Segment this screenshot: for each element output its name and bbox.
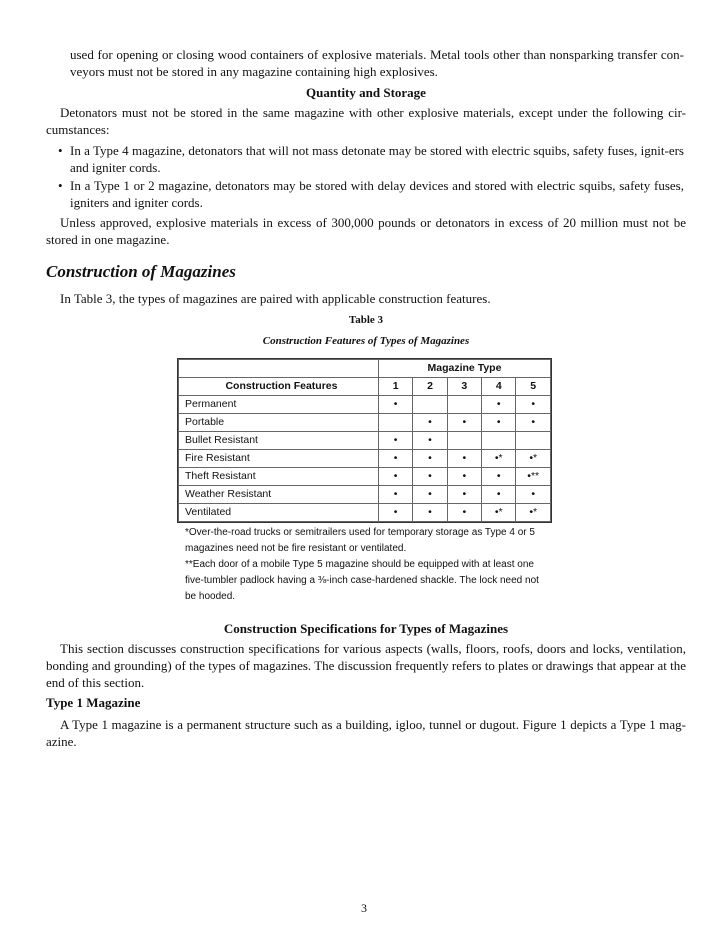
construction-specs-heading: Construction Specifications for Types of Magazines [223, 621, 509, 636]
type-cell: • [413, 414, 447, 432]
table-row [179, 432, 551, 450]
type-header-4: 4 [482, 378, 516, 396]
type-cell: •* [482, 450, 516, 468]
type-cell: • [378, 504, 412, 522]
type-cell: • [482, 396, 516, 414]
construction-features-header: Construction Features [179, 378, 379, 396]
type-cell: • [516, 396, 551, 414]
table-footnote-2: **Each door of a mobile Type 5 magazine should be equipped with at least one five-tumbler padlock having a ⅜-inch case-hardened shackle. The lock need not be hooded. [185, 559, 539, 602]
table-row [179, 504, 551, 522]
table-group-header-row [179, 360, 551, 378]
table-row [179, 414, 551, 432]
type-cell: • [516, 414, 551, 432]
type-cell: • [413, 450, 447, 468]
type-header-5: 5 [516, 378, 551, 396]
table-caption: Construction Features of Types of Magazines [262, 335, 470, 347]
type-cell: • [447, 468, 481, 486]
type-cell: • [447, 486, 481, 504]
type-cell: • [482, 468, 516, 486]
type-cell: • [413, 432, 447, 450]
feature-cell: Permanent [179, 396, 379, 414]
section-heading: Construction of Magazines [46, 262, 236, 281]
table-footnote-1: *Over-the-road trucks or semitrailers used for temporary storage as Type 4 or 5 magazines need not be fire resistant or ventilated. [185, 527, 535, 554]
detonators-paragraph: Detonators must not be stored in the same magazine with other explosive materials, except under the following cir-cumstances: [46, 105, 686, 137]
type-cell [447, 432, 481, 450]
bullet-text: In a Type 4 magazine, detonators that will not mass detonate may be stored with electric squibs, safety fuses, ignit-ers and igniter cords. [70, 143, 684, 175]
bullet-icon: • [58, 143, 63, 158]
type-cell: •* [516, 450, 551, 468]
page-number: 3 [361, 901, 367, 915]
table-row [179, 396, 551, 414]
table-row [179, 450, 551, 468]
type-cell: • [378, 396, 412, 414]
type-cell: • [413, 504, 447, 522]
type-cell: • [413, 468, 447, 486]
type-cell: •* [482, 504, 516, 522]
table-header-row [179, 378, 551, 396]
type-cell: • [378, 486, 412, 504]
type-cell: • [447, 414, 481, 432]
type-cell: • [378, 432, 412, 450]
type1-heading: Type 1 Magazine [46, 695, 141, 710]
type-cell [378, 414, 412, 432]
unless-paragraph: Unless approved, explosive materials in excess of 300,000 pounds or detonators in excess of 20 million must not be stored in one magazine. [46, 215, 686, 247]
table-label: Table 3 [348, 314, 384, 326]
type-cell [447, 396, 481, 414]
type-cell: • [447, 504, 481, 522]
type-cell: • [516, 486, 551, 504]
type-cell: • [378, 450, 412, 468]
type-header-1: 1 [378, 378, 412, 396]
bullet-item-1 [58, 142, 684, 176]
construction-features-table [177, 358, 552, 523]
bullet-text: In a Type 1 or 2 magazine, detonators may be stored with delay devices and stored with electric squibs, safety fuses, igniters and igniter cords. [70, 178, 684, 210]
feature-cell: Bullet Resistant [179, 432, 379, 450]
type-cell: • [447, 450, 481, 468]
type-cell [413, 396, 447, 414]
quantity-storage-heading: Quantity and Storage [306, 85, 426, 100]
type-cell: •** [516, 468, 551, 486]
type1-paragraph: A Type 1 magazine is a permanent structure such as a building, igloo, tunnel or dugout. Figure 1 depicts a Type 1 mag-azine. [46, 717, 686, 749]
type-cell: • [413, 486, 447, 504]
magazine-type-header: Magazine Type [378, 360, 550, 378]
continued-paragraph: used for opening or closing wood containers of explosive materials. Metal tools other than nonsparking transfer con-veyors must not be stored in any magazine containing high explosives. [70, 47, 684, 79]
feature-cell: Weather Resistant [179, 486, 379, 504]
type-cell [482, 432, 516, 450]
type-header-3: 3 [447, 378, 481, 396]
bullet-icon: • [58, 178, 63, 193]
feature-cell: Theft Resistant [179, 468, 379, 486]
type-cell: • [482, 486, 516, 504]
table-row [179, 468, 551, 486]
specs-paragraph: This section discusses construction specifications for various aspects (walls, floors, roofs, doors and locks, ventilation, bonding and grounding) of the types of magazines. The discussion frequently refers to plates or drawings that appear at the end of this section. [46, 641, 686, 690]
type-header-2: 2 [413, 378, 447, 396]
type-cell: • [482, 414, 516, 432]
bullet-item-2 [58, 177, 684, 211]
feature-cell: Portable [179, 414, 379, 432]
feature-cell: Fire Resistant [179, 450, 379, 468]
type-cell [516, 432, 551, 450]
type-cell: • [378, 468, 412, 486]
feature-cell: Ventilated [179, 504, 379, 522]
table-row [179, 486, 551, 504]
type-cell: •* [516, 504, 551, 522]
section-intro: In Table 3, the types of magazines are paired with applicable construction features. [60, 291, 491, 306]
